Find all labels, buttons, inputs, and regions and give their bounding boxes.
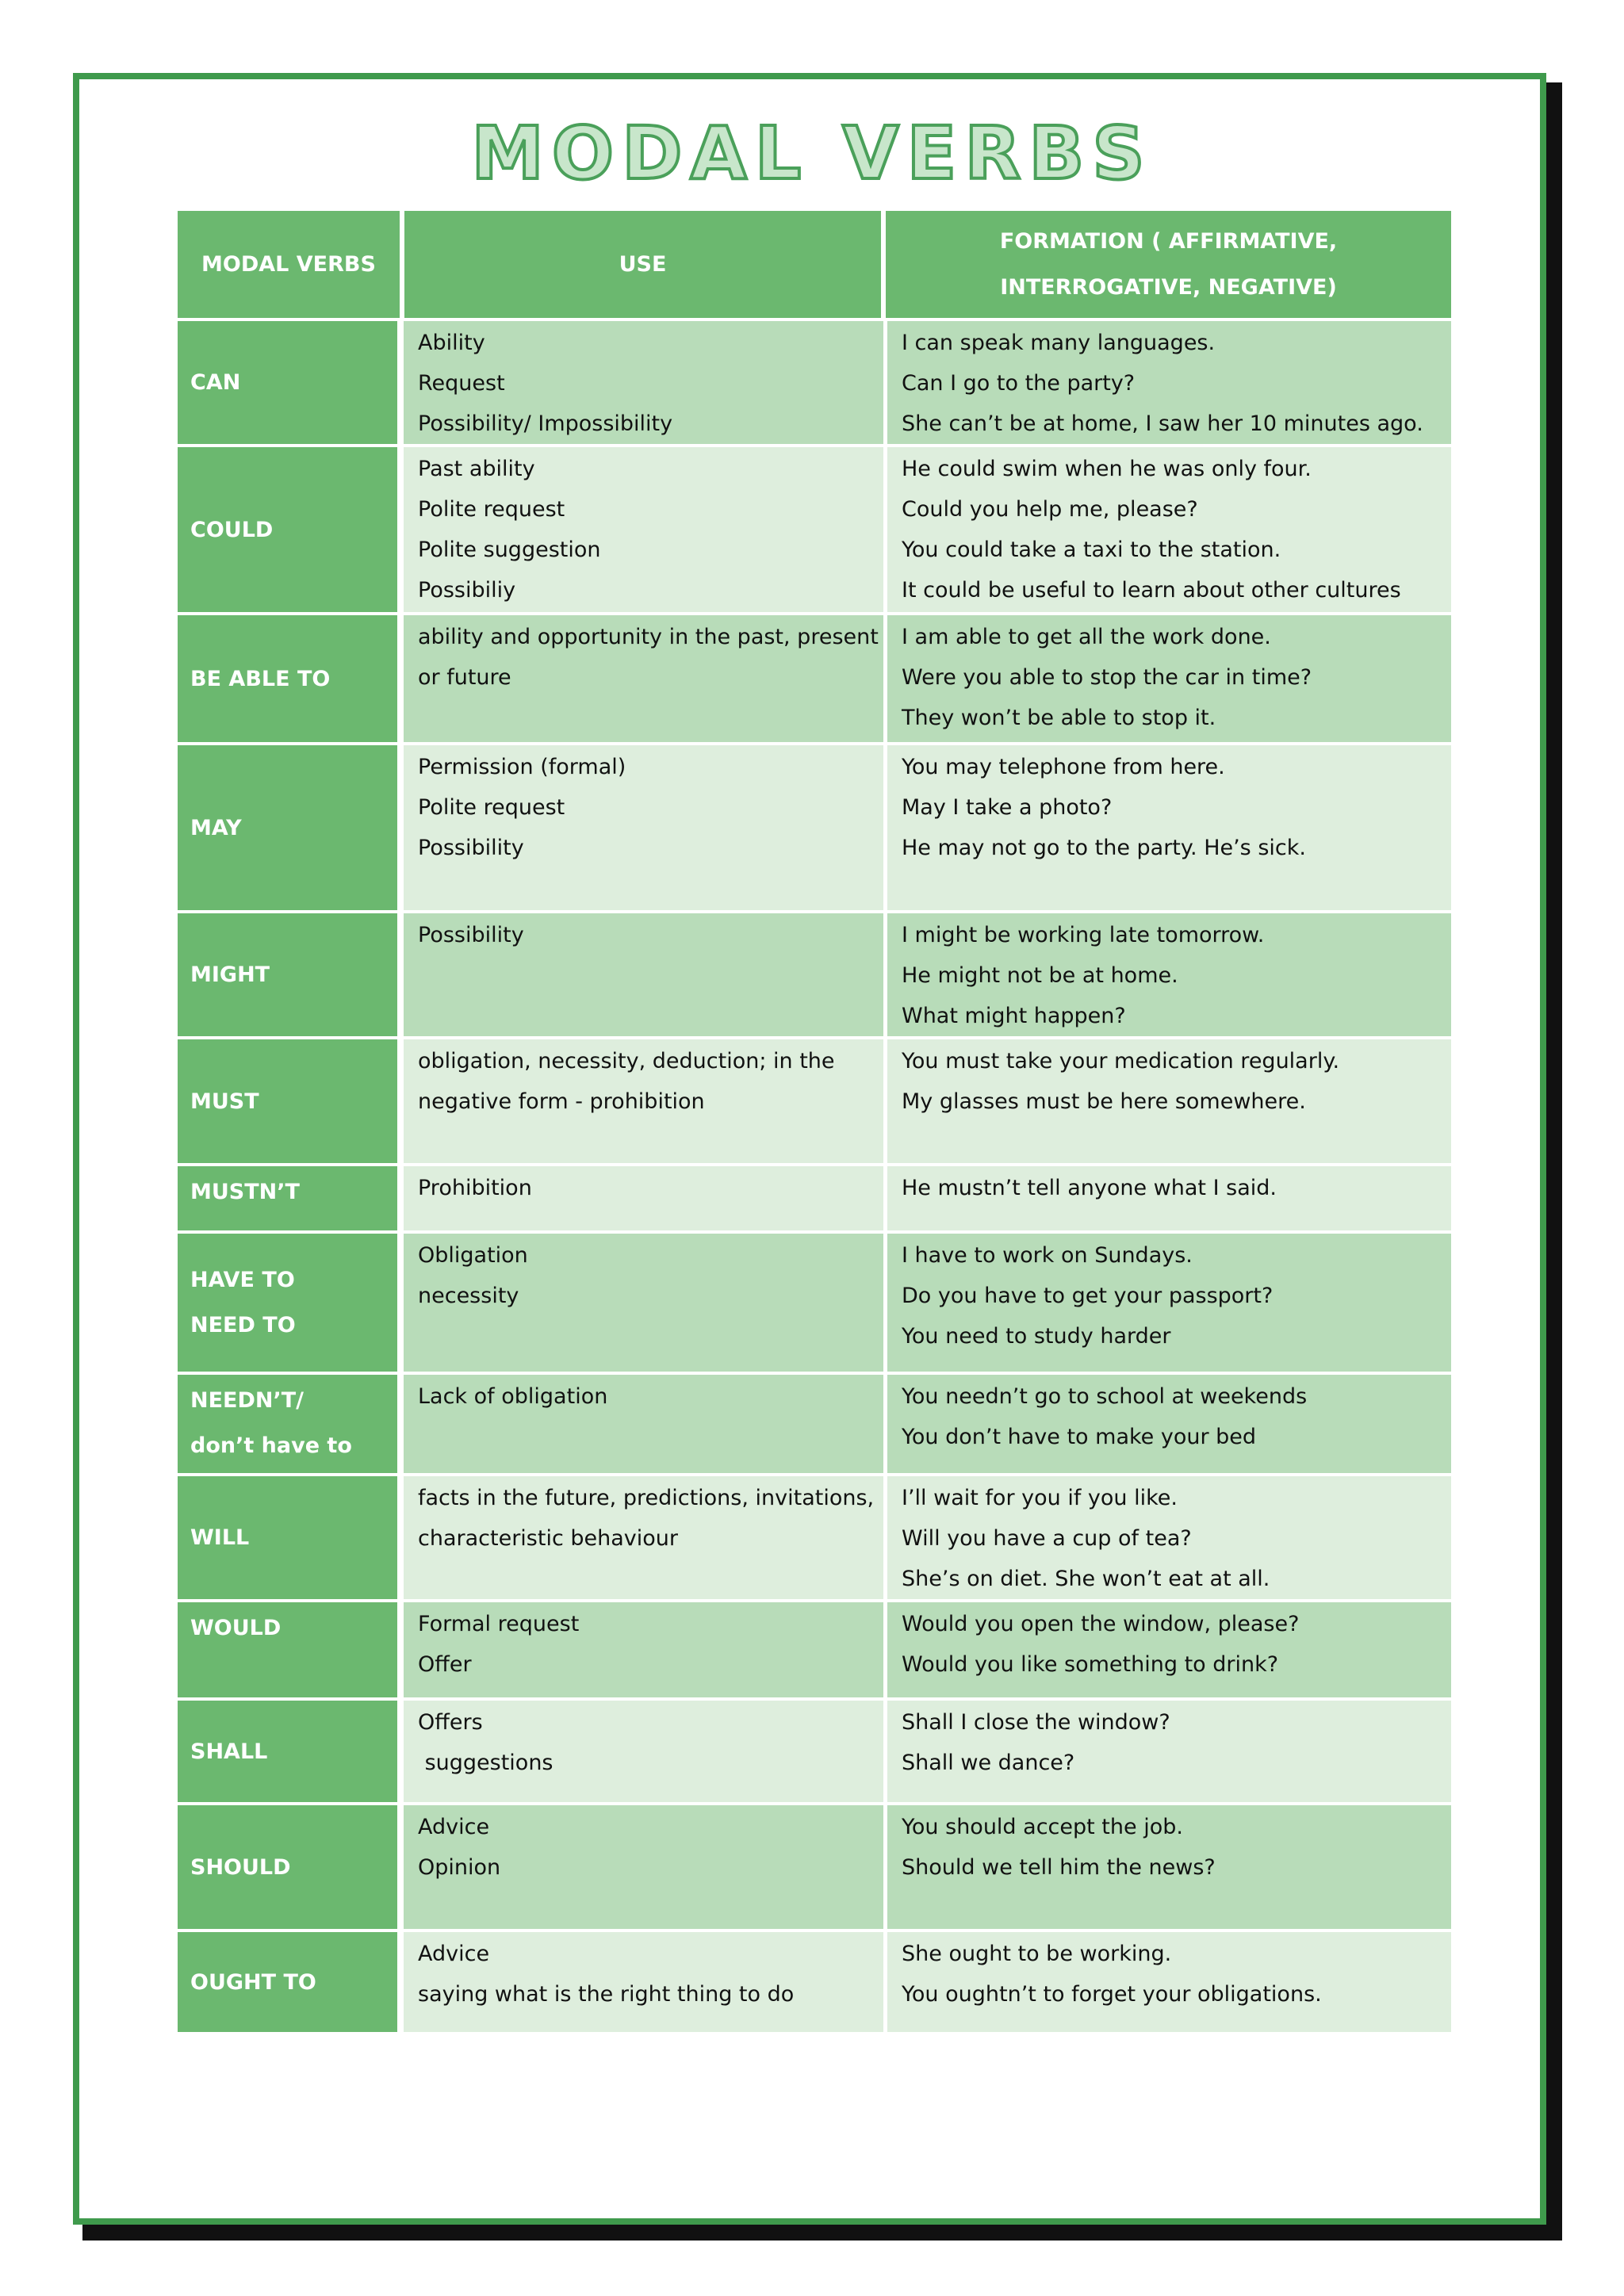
table-body [178,318,1451,2032]
formation-cell [887,1234,1451,1372]
modal-verb-label: BE ABLE TO [190,666,331,691]
example-sentence: My glasses must be here somewhere. [902,1089,1306,1114]
use-cell [404,745,883,910]
use-cell [404,1476,883,1599]
example-sentence: I have to work on Sundays. [902,1243,1193,1268]
use-cell [404,1166,883,1230]
use-text: Polite request [418,497,565,522]
use-text: suggestions [418,1751,553,1775]
use-text: Advice [418,1942,490,1966]
modal-verb-cell [178,913,397,1036]
example-sentence: He could swim when he was only four. [902,457,1312,481]
example-sentence: Shall we dance? [902,1751,1075,1775]
use-text: negative form - prohibition [418,1089,705,1114]
modal-verb-label: MIGHT [190,962,270,987]
formation-cell [887,745,1451,910]
example-sentence: Would you open the window, please? [902,1612,1300,1636]
use-text: Ability [418,331,485,355]
modal-verbs-table [178,211,1451,2032]
example-sentence: You need to study harder [902,1324,1171,1349]
use-text: Possibility [418,923,524,947]
use-text: Possibility [418,836,524,860]
example-sentence: I can speak many languages. [902,331,1216,355]
use-text: Formal request [418,1612,580,1636]
table-row [178,1697,1451,1802]
table-row [178,318,1451,444]
use-text: facts in the future, predictions, invitations, [418,1486,875,1510]
use-cell [404,1234,883,1372]
use-cell [404,1701,883,1802]
example-sentence: You should accept the job. [902,1815,1183,1839]
modal-verb-cell [178,745,397,910]
example-sentence: He mustn’t tell anyone what I said. [902,1176,1277,1200]
modal-verb-label: HAVE TO [190,1268,295,1292]
modal-verb-label: MUSTN’T [190,1180,300,1204]
use-text: Advice [418,1815,490,1839]
example-sentence: He may not go to the party. He’s sick. [902,836,1306,860]
use-text: ability and opportunity in the past, present [418,625,879,649]
use-cell [404,913,883,1036]
use-cell [404,1805,883,1929]
table-header [178,211,1451,318]
example-sentence: You could take a taxi to the station. [902,538,1281,562]
example-sentence: It could be useful to learn about other cultures [902,578,1401,603]
use-text: Lack of obligation [418,1384,608,1409]
table-row [178,1036,1451,1163]
modal-verb-cell [178,1375,397,1473]
use-text: Possibiliy [418,578,516,603]
table-row [178,612,1451,742]
modal-verb-cell [178,1234,397,1372]
modal-verb-cell [178,615,397,742]
use-cell [404,1602,883,1697]
modal-verb-cell [178,1166,397,1230]
formation-cell [887,1701,1451,1802]
modal-verb-cell [178,447,397,612]
formation-cell [887,1932,1451,2032]
formation-cell [887,1805,1451,1929]
use-text: Offers [418,1710,483,1735]
table-row [178,910,1451,1036]
use-text: Prohibition [418,1176,532,1200]
formation-cell [887,1602,1451,1697]
example-sentence: I might be working late tomorrow. [902,923,1265,947]
modal-verb-label: MAY [190,815,242,840]
formation-cell [887,321,1451,444]
formation-cell [887,913,1451,1036]
use-cell [404,321,883,444]
use-text: Polite suggestion [418,538,601,562]
modal-verb-cell [178,1602,397,1697]
modal-verb-label: CAN [190,370,241,395]
modal-verb-label: COULD [190,517,274,542]
table-row [178,1802,1451,1929]
example-sentence: He might not be at home. [902,963,1178,988]
modal-verb-label: MUST [190,1089,259,1114]
formation-cell [887,1166,1451,1230]
modal-verb-label: NEED TO [190,1313,296,1337]
use-text: saying what is the right thing to do [418,1982,795,2007]
formation-cell [887,1375,1451,1473]
use-text: Permission (formal) [418,755,626,779]
use-cell [404,615,883,742]
modal-verb-label: SHALL [190,1739,268,1764]
example-sentence: I’ll wait for you if you like. [902,1486,1178,1510]
table-row [178,1372,1451,1473]
formation-cell [887,1476,1451,1599]
modal-verb-label: NEEDN’T/ [190,1388,304,1413]
table-row [178,1599,1451,1697]
example-sentence: Would you like something to drink? [902,1652,1279,1677]
example-sentence: You oughtn’t to forget your obligations. [902,1982,1322,2007]
example-sentence: Could you help me, please? [902,497,1198,522]
use-text: necessity [418,1284,519,1308]
example-sentence: You may telephone from here. [902,755,1225,779]
table-row [178,1230,1451,1372]
modal-verb-cell [178,1932,397,2032]
example-sentence: You must take your medication regularly. [902,1049,1340,1073]
table-row [178,1473,1451,1599]
use-text: Offer [418,1652,472,1677]
example-sentence: They won’t be able to stop it. [902,706,1216,730]
formation-cell [887,615,1451,742]
modal-verb-label: OUGHT TO [190,1969,316,1995]
use-text: Polite request [418,795,565,820]
use-text: characteristic behaviour [418,1526,678,1551]
formation-cell [887,1039,1451,1163]
formation-cell [887,447,1451,612]
modal-verb-label: WOULD [190,1616,282,1640]
header-formation-line2: INTERROGATIVE, NEGATIVE) [1000,274,1337,300]
example-sentence: You needn’t go to school at weekends [902,1384,1308,1409]
modal-verb-label: don’t have to [190,1433,352,1458]
header-use: USE [404,211,881,318]
example-sentence: You don’t have to make your bed [902,1425,1257,1449]
example-sentence: Do you have to get your passport? [902,1284,1274,1308]
example-sentence: May I take a photo? [902,795,1113,820]
modal-verb-cell [178,1476,397,1599]
header-modal-verbs: MODAL VERBS [178,211,400,318]
modal-verb-cell [178,1039,397,1163]
use-text: Obligation [418,1243,528,1268]
header-formation [886,211,1451,318]
table-row [178,1163,1451,1230]
table-row [178,444,1451,612]
use-cell [404,1932,883,2032]
modal-verb-cell [178,1701,397,1802]
example-sentence: Were you able to stop the car in time? [902,665,1312,690]
modal-verb-label: WILL [190,1525,250,1550]
use-text: Past ability [418,457,535,481]
example-sentence: Shall I close the window? [902,1710,1170,1735]
use-text: Opinion [418,1855,501,1880]
example-sentence: Can I go to the party? [902,371,1136,396]
example-sentence: I am able to get all the work done. [902,625,1271,649]
header-formation-line1: FORMATION ( AFFIRMATIVE, [999,228,1338,254]
table-row [178,1929,1451,2032]
modal-verb-cell [178,1805,397,1929]
use-text: Request [418,371,505,396]
example-sentence: Should we tell him the news? [902,1855,1216,1880]
modal-verb-cell [178,321,397,444]
example-sentence: She ought to be working. [902,1942,1172,1966]
modal-verb-label: SHOULD [190,1854,291,1880]
use-cell [404,447,883,612]
use-text: Possibility/ Impossibility [418,411,673,436]
example-sentence: What might happen? [902,1004,1126,1028]
page-title: MODAL VERBS [471,111,1153,196]
use-cell [404,1375,883,1473]
example-sentence: Will you have a cup of tea? [902,1526,1192,1551]
use-cell [404,1039,883,1163]
table-row [178,742,1451,910]
example-sentence: She’s on diet. She won’t eat at all. [902,1567,1270,1591]
example-sentence: She can’t be at home, I saw her 10 minutes ago. [902,411,1423,436]
use-text: or future [418,665,511,690]
use-text: obligation, necessity, deduction; in the [418,1049,835,1073]
